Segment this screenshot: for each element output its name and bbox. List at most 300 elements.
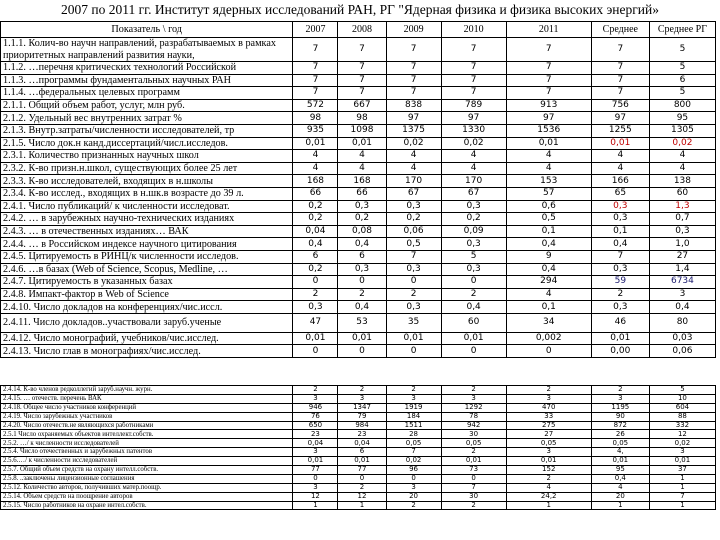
value-cell: 2	[386, 288, 441, 301]
table-row	[1, 87, 716, 100]
value-cell: 66	[338, 187, 386, 200]
indicator-label: 2.4.15. … отечеств. перечень ВАК	[1, 394, 293, 403]
table-row	[1, 345, 716, 358]
value-cell: 138	[649, 175, 715, 188]
indicator-label: 2.5.4. Число отечественных и зарубежных патентов	[1, 448, 293, 457]
value-cell: 4	[441, 162, 506, 175]
table-row	[1, 332, 716, 345]
value-cell: 1292	[441, 403, 506, 412]
value-cell: 1330	[441, 124, 506, 137]
value-cell: 0,4	[591, 238, 649, 251]
value-cell: 0,3	[591, 301, 649, 314]
value-cell: 7	[338, 74, 386, 87]
value-cell: 0,05	[591, 439, 649, 448]
value-cell: 3	[293, 483, 338, 492]
table-row	[1, 301, 716, 314]
value-cell: 47	[293, 313, 338, 332]
value-cell: 3	[386, 483, 441, 492]
value-cell: 5	[649, 87, 715, 100]
value-cell: 2	[591, 386, 649, 395]
table-row	[1, 99, 716, 112]
value-cell: 0,06	[386, 225, 441, 238]
table-row	[1, 421, 716, 430]
value-cell: 66	[293, 187, 338, 200]
value-cell: 67	[386, 187, 441, 200]
value-cell: 0,2	[386, 213, 441, 226]
value-cell: 6	[649, 74, 715, 87]
value-cell: 0,01	[591, 457, 649, 466]
value-cell: 168	[338, 175, 386, 188]
value-cell: 3	[293, 394, 338, 403]
value-cell: 1098	[338, 124, 386, 137]
value-cell: 1	[506, 501, 591, 510]
indicator-label: 2.1.5. Число док.н канд.диссертаций/числ.исследов.	[1, 137, 293, 150]
value-cell: 53	[338, 313, 386, 332]
value-cell: 7	[293, 38, 338, 62]
table-row	[1, 137, 716, 150]
value-cell: 97	[591, 112, 649, 125]
value-cell: 4	[293, 150, 338, 163]
table-row	[1, 439, 716, 448]
value-cell: 7	[386, 74, 441, 87]
value-cell: 2	[293, 288, 338, 301]
value-cell: 0,3	[591, 263, 649, 276]
value-cell: 913	[506, 99, 591, 112]
indicator-label: 2.4.20. Число отечеств.не являющихся работниками	[1, 421, 293, 430]
table-row	[1, 386, 716, 395]
value-cell: 0,01	[293, 457, 338, 466]
value-cell: 0,2	[441, 213, 506, 226]
value-cell: 1	[649, 501, 715, 510]
column-header-3: 2009	[386, 22, 441, 38]
value-cell: 2	[441, 386, 506, 395]
column-header-5: 2011	[506, 22, 591, 38]
indicator-label: 2.4.12. Число монографий, учебников/чис.исслед.	[1, 332, 293, 345]
value-cell: 30	[441, 492, 506, 501]
value-cell: 1375	[386, 124, 441, 137]
indicator-label: 2.4.19. Число зарубежных участников	[1, 412, 293, 421]
table-row	[1, 313, 716, 332]
value-cell: 0	[293, 276, 338, 289]
value-cell: 28	[386, 430, 441, 439]
value-cell: 0,3	[338, 263, 386, 276]
value-cell: 0,4	[506, 263, 591, 276]
value-cell: 942	[441, 421, 506, 430]
value-cell: 1	[649, 483, 715, 492]
value-cell: 98	[293, 112, 338, 125]
value-cell: 7	[338, 38, 386, 62]
value-cell: 12	[293, 492, 338, 501]
value-cell: 5	[649, 62, 715, 75]
value-cell: 1	[649, 474, 715, 483]
value-cell: 1347	[338, 403, 386, 412]
table-row	[1, 457, 716, 466]
value-cell: 0	[386, 474, 441, 483]
value-cell: 20	[591, 492, 649, 501]
value-cell: 0,05	[506, 439, 591, 448]
table-row	[1, 38, 716, 62]
value-cell: 7	[591, 87, 649, 100]
value-cell: 0,4	[338, 238, 386, 251]
table-row	[1, 276, 716, 289]
value-cell: 0	[338, 474, 386, 483]
value-cell: 0,3	[293, 301, 338, 314]
value-cell: 0,3	[441, 263, 506, 276]
value-cell: 756	[591, 99, 649, 112]
value-cell: 1	[591, 501, 649, 510]
value-cell: 24,2	[506, 492, 591, 501]
value-cell: 3	[506, 394, 591, 403]
value-cell: 650	[293, 421, 338, 430]
value-cell: 4	[506, 483, 591, 492]
value-cell: 2	[293, 386, 338, 395]
value-cell: 30	[441, 430, 506, 439]
table-row	[1, 250, 716, 263]
value-cell: 90	[591, 412, 649, 421]
document-title: 2007 по 2011 гг. Институт ядерных исследований РАН, РГ "Ядерная физика и физика высоких энергий»	[61, 2, 659, 17]
value-cell: 946	[293, 403, 338, 412]
value-cell: 1511	[386, 421, 441, 430]
value-cell: 23	[338, 430, 386, 439]
value-cell: 35	[386, 313, 441, 332]
indicator-label: 2.4.2. … в зарубежных научно-технических изданиях	[1, 213, 293, 226]
value-cell: 2	[441, 501, 506, 510]
value-cell: 184	[386, 412, 441, 421]
value-cell: 789	[441, 99, 506, 112]
value-cell: 935	[293, 124, 338, 137]
indicator-label: 1.1.2. …перечня критических технологий Российской	[1, 62, 293, 75]
indicator-label: 2.3.4. К-во исслед., входящих в н.шк.в возрасте до 39 л.	[1, 187, 293, 200]
value-cell: 77	[293, 466, 338, 475]
value-cell: 0,01	[506, 457, 591, 466]
value-cell: 79	[338, 412, 386, 421]
value-cell: 1919	[386, 403, 441, 412]
value-cell: 0,00	[591, 345, 649, 358]
table-row	[1, 492, 716, 501]
value-cell: 0,01	[293, 137, 338, 150]
value-cell: 0,1	[591, 225, 649, 238]
value-cell: 7	[506, 38, 591, 62]
value-cell: 7	[506, 74, 591, 87]
indicator-label: 2.4.1. Число публикаций/ к численности исследоват.	[1, 200, 293, 213]
value-cell: 2	[386, 386, 441, 395]
column-header-2: 2008	[338, 22, 386, 38]
value-cell: 0,06	[649, 345, 715, 358]
value-cell: 168	[293, 175, 338, 188]
indicator-label: 2.5.6.…/ к численности исследователей	[1, 457, 293, 466]
value-cell: 0,05	[441, 439, 506, 448]
indicator-label: 2.4.4. … в Российском индексе научного цитирования	[1, 238, 293, 251]
value-cell: 6	[338, 250, 386, 263]
value-cell: 2	[386, 501, 441, 510]
value-cell: 0,01	[441, 332, 506, 345]
value-cell: 0	[441, 474, 506, 483]
value-cell: 166	[591, 175, 649, 188]
value-cell: 4	[506, 288, 591, 301]
value-cell: 60	[649, 187, 715, 200]
value-cell: 0	[338, 345, 386, 358]
value-cell: 4,	[591, 448, 649, 457]
value-cell: 4	[338, 162, 386, 175]
value-cell: 0,3	[591, 213, 649, 226]
value-cell: 3	[293, 448, 338, 457]
value-cell: 3	[386, 394, 441, 403]
column-header-indicator: Показатель \ год	[1, 22, 293, 38]
value-cell: 67	[441, 187, 506, 200]
value-cell: 0,3	[386, 301, 441, 314]
table-row	[1, 483, 716, 492]
value-cell: 1,4	[649, 263, 715, 276]
indicator-label: 2.1.3. Внутр.затраты/численности исследователей, тр	[1, 124, 293, 137]
value-cell: 1536	[506, 124, 591, 137]
indicator-label: 2.4.6. …в базах (Web of Science, Scopus, Medline, …	[1, 263, 293, 276]
value-cell: 3	[506, 448, 591, 457]
value-cell: 57	[506, 187, 591, 200]
value-cell: 0,02	[649, 137, 715, 150]
value-cell: 872	[591, 421, 649, 430]
indicator-label: 2.4.18. Общее число участников конференций	[1, 403, 293, 412]
value-cell: 0,4	[338, 301, 386, 314]
table-row	[1, 466, 716, 475]
value-cell: 0,3	[441, 200, 506, 213]
value-cell: 0,5	[386, 238, 441, 251]
value-cell: 7	[441, 38, 506, 62]
value-cell: 0	[506, 345, 591, 358]
value-cell: 0,7	[649, 213, 715, 226]
table-row	[1, 62, 716, 75]
indicators-table-main	[0, 21, 716, 358]
indicator-label: 2.5.15. Число работников на охране интел.собств.	[1, 501, 293, 510]
value-cell: 65	[591, 187, 649, 200]
indicator-label: 2.5.14. Объем средств на поощрение авторов	[1, 492, 293, 501]
value-cell: 3	[338, 394, 386, 403]
value-cell: 3	[591, 394, 649, 403]
value-cell: 1	[293, 501, 338, 510]
value-cell: 9	[506, 250, 591, 263]
value-cell: 1195	[591, 403, 649, 412]
value-cell: 20	[386, 492, 441, 501]
value-cell: 0,3	[591, 200, 649, 213]
value-cell: 1	[338, 501, 386, 510]
value-cell: 7	[591, 250, 649, 263]
value-cell: 0,01	[649, 457, 715, 466]
value-cell: 4	[649, 150, 715, 163]
value-cell: 0,02	[441, 137, 506, 150]
value-cell: 2	[506, 474, 591, 483]
value-cell: 0	[386, 276, 441, 289]
indicator-label: 1.1.3. …программы фундаментальных научных РАН	[1, 74, 293, 87]
table-row	[1, 263, 716, 276]
table-row	[1, 213, 716, 226]
value-cell: 4	[338, 150, 386, 163]
value-cell: 0,3	[338, 200, 386, 213]
value-cell: 332	[649, 421, 715, 430]
value-cell: 0,02	[386, 137, 441, 150]
indicator-label: 2.4.10. Число докладов на конференциях/чис.иссл.	[1, 301, 293, 314]
value-cell: 2	[338, 288, 386, 301]
value-cell: 60	[441, 313, 506, 332]
value-cell: 4	[591, 483, 649, 492]
value-cell: 7	[506, 62, 591, 75]
table-row	[1, 124, 716, 137]
value-cell: 0,6	[506, 200, 591, 213]
value-cell: 0,4	[649, 301, 715, 314]
value-cell: 96	[386, 466, 441, 475]
value-cell: 0,002	[506, 332, 591, 345]
value-cell: 153	[506, 175, 591, 188]
value-cell: 0,01	[591, 332, 649, 345]
table-row	[1, 162, 716, 175]
value-cell: 34	[506, 313, 591, 332]
value-cell: 7	[506, 87, 591, 100]
value-cell: 0	[386, 345, 441, 358]
column-header-1: 2007	[293, 22, 338, 38]
value-cell: 0,02	[386, 457, 441, 466]
value-cell: 0	[441, 276, 506, 289]
value-cell: 667	[338, 99, 386, 112]
indicator-label: 2.5.1 Число охраняемых объектов интеллект.собств.	[1, 430, 293, 439]
indicator-label: 2.4.3. … в отечественных изданиях… ВАК	[1, 225, 293, 238]
indicator-label: 2.5.2. …/ к численности исследователей	[1, 439, 293, 448]
value-cell: 6734	[649, 276, 715, 289]
value-cell: 0,04	[293, 225, 338, 238]
table-row	[1, 430, 716, 439]
table-row	[1, 394, 716, 403]
value-cell: 7	[386, 87, 441, 100]
table-row	[1, 112, 716, 125]
value-cell: 0,3	[386, 263, 441, 276]
value-cell: 4	[649, 162, 715, 175]
value-cell: 59	[591, 276, 649, 289]
value-cell: 7	[386, 62, 441, 75]
value-cell: 37	[649, 466, 715, 475]
value-cell: 80	[649, 313, 715, 332]
value-cell: 0	[293, 474, 338, 483]
value-cell: 7	[386, 448, 441, 457]
value-cell: 170	[386, 175, 441, 188]
table-row	[1, 403, 716, 412]
value-cell: 0,01	[591, 137, 649, 150]
table-row	[1, 448, 716, 457]
indicator-label: 2.4.13. Число глав в монографиях/чис.исслед.	[1, 345, 293, 358]
value-cell: 0,01	[338, 332, 386, 345]
indicator-label: 2.4.5. Цитируемость в РИНЦ/к численности исследов.	[1, 250, 293, 263]
value-cell: 1,0	[649, 238, 715, 251]
value-cell: 4	[386, 150, 441, 163]
indicator-label: 1.1.1. Колич-во научн направлений, разрабатываемых в рамках приоритетных направлений развития науки,	[1, 38, 293, 62]
value-cell: 4	[591, 162, 649, 175]
indicator-label: 2.3.1. Количество признанных научных школ	[1, 150, 293, 163]
indicator-label: 2.5.7. Общий объем средств на охрану интелл.собств.	[1, 466, 293, 475]
indicator-label: 2.4.8. Импакт-фактор в Web of Science	[1, 288, 293, 301]
value-cell: 152	[506, 466, 591, 475]
value-cell: 12	[649, 430, 715, 439]
value-cell: 3	[649, 448, 715, 457]
value-cell: 984	[338, 421, 386, 430]
value-cell: 0	[441, 345, 506, 358]
value-cell: 95	[591, 466, 649, 475]
value-cell: 294	[506, 276, 591, 289]
value-cell: 33	[506, 412, 591, 421]
table-row	[1, 288, 716, 301]
table-row	[1, 187, 716, 200]
value-cell: 97	[441, 112, 506, 125]
value-cell: 0,01	[338, 137, 386, 150]
indicator-label: 2.4.11. Число докладов..участвовали заруб.ученые	[1, 313, 293, 332]
value-cell: 0	[293, 345, 338, 358]
value-cell: 7	[441, 74, 506, 87]
value-cell: 6	[338, 448, 386, 457]
value-cell: 2	[506, 386, 591, 395]
indicator-label: 2.4.7. Цитируемость в указанных базах	[1, 276, 293, 289]
table-row	[1, 74, 716, 87]
value-cell: 0,02	[649, 439, 715, 448]
value-cell: 7	[293, 87, 338, 100]
value-cell: 7	[338, 87, 386, 100]
value-cell: 6	[293, 250, 338, 263]
value-cell: 0,04	[293, 439, 338, 448]
table-row	[1, 150, 716, 163]
value-cell: 0,1	[506, 225, 591, 238]
value-cell: 0,3	[441, 238, 506, 251]
value-cell: 5	[441, 250, 506, 263]
value-cell: 3	[649, 288, 715, 301]
value-cell: 0,01	[441, 457, 506, 466]
table-header-row	[1, 22, 716, 38]
value-cell: 98	[338, 112, 386, 125]
value-cell: 2	[441, 288, 506, 301]
value-cell: 838	[386, 99, 441, 112]
value-cell: 95	[649, 112, 715, 125]
value-cell: 4	[293, 162, 338, 175]
value-cell: 5	[649, 38, 715, 62]
value-cell: 0,01	[293, 332, 338, 345]
value-cell: 97	[506, 112, 591, 125]
value-cell: 0,01	[386, 332, 441, 345]
value-cell: 7	[591, 62, 649, 75]
value-cell: 0,09	[441, 225, 506, 238]
value-cell: 46	[591, 313, 649, 332]
value-cell: 0,3	[386, 200, 441, 213]
value-cell: 0,1	[506, 301, 591, 314]
value-cell: 470	[506, 403, 591, 412]
value-cell: 76	[293, 412, 338, 421]
value-cell: 7	[591, 74, 649, 87]
value-cell: 10	[649, 394, 715, 403]
value-cell: 23	[293, 430, 338, 439]
value-cell: 604	[649, 403, 715, 412]
value-cell: 7	[441, 483, 506, 492]
value-cell: 800	[649, 99, 715, 112]
value-cell: 0,2	[338, 213, 386, 226]
value-cell: 0,4	[591, 474, 649, 483]
value-cell: 0,4	[293, 238, 338, 251]
value-cell: 0,08	[338, 225, 386, 238]
value-cell: 1,3	[649, 200, 715, 213]
indicator-label: 2.3.3. К-во исследователей, входящих в н.школы	[1, 175, 293, 188]
column-header-4: 2010	[441, 22, 506, 38]
table-row	[1, 238, 716, 251]
value-cell: 0,4	[506, 238, 591, 251]
value-cell: 2	[441, 448, 506, 457]
value-cell: 0,2	[293, 213, 338, 226]
value-cell: 7	[386, 38, 441, 62]
value-cell: 27	[649, 250, 715, 263]
value-cell: 5	[649, 386, 715, 395]
value-cell: 0,2	[293, 263, 338, 276]
value-cell: 27	[506, 430, 591, 439]
table-row	[1, 412, 716, 421]
